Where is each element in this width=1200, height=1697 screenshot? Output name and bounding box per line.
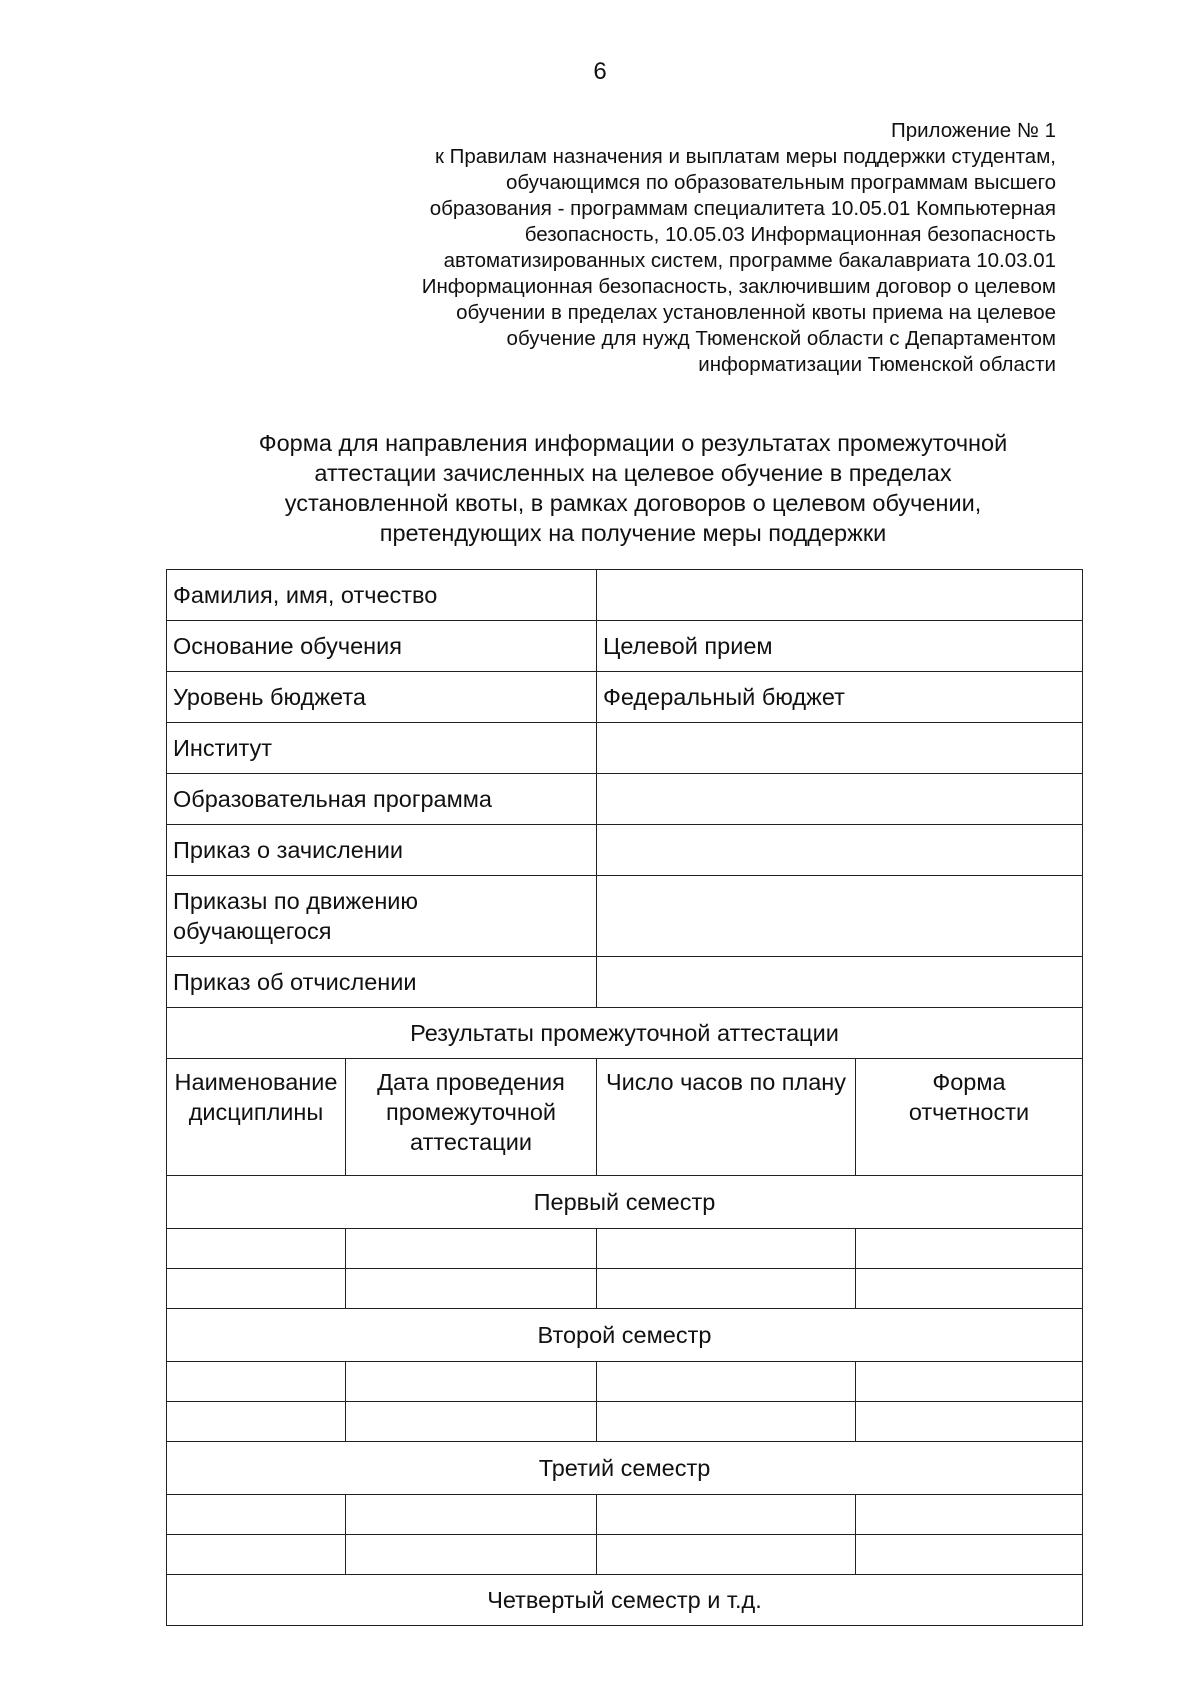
info-value-cell[interactable] xyxy=(597,957,1083,1008)
form-title-line: Форма для направления информации о результатах промежуточной xyxy=(258,430,1008,456)
table-cell[interactable] xyxy=(856,1269,1083,1309)
table-cell[interactable] xyxy=(856,1535,1083,1575)
appendix-line: обучении в пределах установленной квоты приема на целевое xyxy=(456,301,1056,324)
appendix-line: безопасность, 10.05.03 Информационная безопасность xyxy=(524,223,1056,246)
form-title-line: установленной квоты, в рамках договоров о целевом обучении, xyxy=(284,490,982,516)
appendix-header xyxy=(336,118,1056,378)
semester-title: Первый семестр xyxy=(167,1176,1083,1229)
table-cell[interactable] xyxy=(346,1402,597,1442)
table-cell[interactable] xyxy=(167,1535,346,1575)
column-header-report-form xyxy=(856,1059,1083,1176)
info-value-cell[interactable] xyxy=(597,570,1083,621)
info-row-expulsion-order xyxy=(167,957,1083,1008)
info-label xyxy=(167,876,597,957)
table-cell[interactable] xyxy=(346,1362,597,1402)
semester-title: Третий семестр xyxy=(167,1442,1083,1495)
appendix-line: образования - программам специалитета 10.05.01 Компьютерная xyxy=(429,197,1056,220)
table-row xyxy=(167,1402,1083,1442)
column-header-text: Форма отчетности xyxy=(908,1069,1030,1125)
table-cell[interactable] xyxy=(856,1229,1083,1269)
column-header-date: Дата проведения промежуточной аттестации xyxy=(346,1059,597,1176)
semester-row xyxy=(167,1309,1083,1362)
table-cell[interactable] xyxy=(597,1495,856,1535)
table-cell[interactable] xyxy=(597,1402,856,1442)
info-row-basis xyxy=(167,621,1083,672)
table-cell[interactable] xyxy=(167,1269,346,1309)
semester-row xyxy=(167,1176,1083,1229)
results-header-row xyxy=(167,1059,1083,1176)
table-cell[interactable] xyxy=(167,1402,346,1442)
info-row-institute xyxy=(167,723,1083,774)
results-title: Результаты промежуточной аттестации xyxy=(167,1008,1083,1059)
table-cell[interactable] xyxy=(597,1229,856,1269)
table-row xyxy=(167,1362,1083,1402)
semester-row xyxy=(167,1575,1083,1626)
info-label: Приказ об отчислении xyxy=(167,957,597,1008)
table-cell[interactable] xyxy=(597,1362,856,1402)
appendix-line: обучающимся по образовательным программам высшего xyxy=(505,171,1056,194)
appendix-line: Информационная безопасность, заключившим договор о целевом xyxy=(421,275,1056,298)
info-value-cell[interactable]: Целевой прием xyxy=(597,621,1083,672)
info-row-budget xyxy=(167,672,1083,723)
info-row-enrollment-order xyxy=(167,825,1083,876)
table-row xyxy=(167,1495,1083,1535)
info-label: Основание обучения xyxy=(167,621,597,672)
form-title-line: претендующих на получение меры поддержки xyxy=(379,520,887,546)
info-value-cell[interactable] xyxy=(597,723,1083,774)
info-value-cell[interactable] xyxy=(597,876,1083,957)
table-cell[interactable] xyxy=(856,1495,1083,1535)
info-value-cell[interactable]: Федеральный бюджет xyxy=(597,672,1083,723)
info-label: Уровень бюджета xyxy=(167,672,597,723)
results-title-row xyxy=(167,1008,1083,1059)
table-cell[interactable] xyxy=(167,1495,346,1535)
table-cell[interactable] xyxy=(346,1495,597,1535)
table-cell[interactable] xyxy=(167,1362,346,1402)
semester-title: Четвертый семестр и т.д. xyxy=(167,1575,1083,1626)
semester-row xyxy=(167,1442,1083,1495)
table-cell[interactable] xyxy=(346,1269,597,1309)
column-header-text: Наименование дисциплины xyxy=(174,1069,338,1125)
info-row-program xyxy=(167,774,1083,825)
table-cell[interactable] xyxy=(597,1535,856,1575)
table-cell[interactable] xyxy=(597,1269,856,1309)
form-title xyxy=(166,428,1100,548)
table-row xyxy=(167,1269,1083,1309)
info-label: Фамилия, имя, отчество xyxy=(167,570,597,621)
info-label: Образовательная программа xyxy=(167,774,597,825)
column-header-discipline xyxy=(167,1059,346,1176)
appendix-line: обучение для нужд Тюменской области с Департаментом xyxy=(506,327,1056,350)
table-cell[interactable] xyxy=(346,1535,597,1575)
form-title-line: аттестации зачисленных на целевое обучение в пределах xyxy=(314,460,952,486)
column-header-hours: Число часов по плану xyxy=(597,1059,856,1176)
table-row xyxy=(167,1535,1083,1575)
table-cell[interactable] xyxy=(856,1362,1083,1402)
info-label-text: Приказы по движению обучающегося xyxy=(173,888,419,944)
appendix-line: Приложение № 1 xyxy=(890,119,1056,142)
table-cell[interactable] xyxy=(346,1229,597,1269)
table-cell[interactable] xyxy=(856,1402,1083,1442)
info-value-cell[interactable] xyxy=(597,825,1083,876)
info-row-movement-orders xyxy=(167,876,1083,957)
info-label: Приказ о зачислении xyxy=(167,825,597,876)
appendix-line: к Правилам назначения и выплатам меры поддержки студентам, xyxy=(434,145,1056,168)
table-cell[interactable] xyxy=(167,1229,346,1269)
info-label: Институт xyxy=(167,723,597,774)
attestation-form-table xyxy=(166,569,1083,1626)
semester-title: Второй семестр xyxy=(167,1309,1083,1362)
appendix-line: информатизации Тюменской области xyxy=(698,353,1056,376)
info-row-fio xyxy=(167,570,1083,621)
appendix-line: автоматизированных систем, программе бакалавриата 10.03.01 xyxy=(443,249,1056,272)
table-row xyxy=(167,1229,1083,1269)
info-value-cell[interactable] xyxy=(597,774,1083,825)
page-number: 6 xyxy=(593,58,607,85)
